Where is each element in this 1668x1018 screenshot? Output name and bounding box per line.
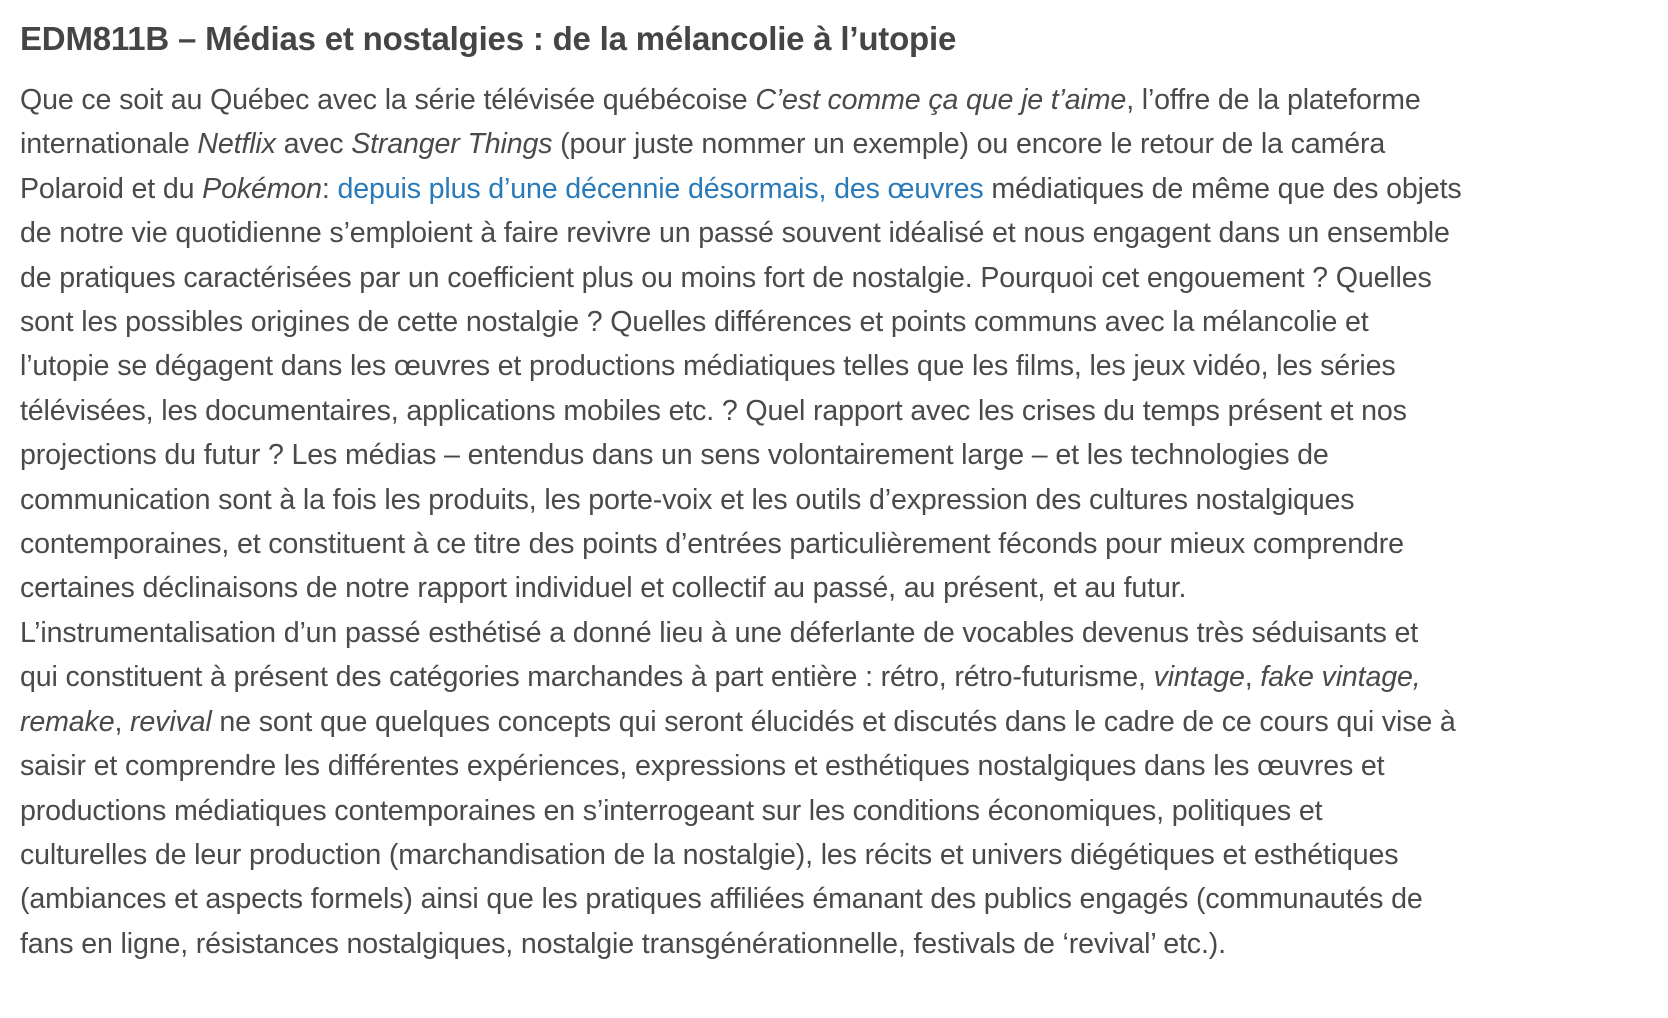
description-line: certaines déclinaisons de notre rapport individuel et collectif au passé, au présent, et au futur. (20, 572, 1187, 605)
description-line: Que ce soit au Québec avec la série télévisée québécoise C’est comme ça que je t’aime, l’offre de la plateforme (20, 84, 1421, 116)
description-line: contemporaines, et constituent à ce titre des points d’entrées particulièrement féconds pour mieux comprendre (20, 528, 1404, 561)
description-line: Polaroid et du Pokémon: depuis plus d’une décennie désormais, des œuvres médiatiques de même que des objets (20, 172, 1462, 205)
show-title-stranger-things: Stranger Things (351, 128, 553, 161)
description-line: qui constituent à présent des catégories marchandes à part entière : rétro, rétro-futurisme, vintage, fake vintage, (20, 661, 1421, 694)
description-line: internationale Netflix avec Stranger Things (pour juste nommer un exemple) ou encore le retour de la caméra (20, 128, 1386, 161)
course-title: EDM811B – Médias et nostalgies : de la mélancolie à l’utopie (20, 20, 957, 57)
description-link[interactable]: depuis plus d’une décennie désormais, des œuvres (337, 172, 984, 205)
term-remake: remake (20, 705, 115, 738)
description-line: sont les possibles origines de cette nostalgie ? Quelles différences et points communs avec la mélancolie et (20, 306, 1369, 339)
term-vintage: vintage (1153, 661, 1245, 694)
description-line: (ambiances et aspects formels) ainsi que les pratiques affiliées émanant des publics engagés (communautés de (20, 883, 1423, 916)
term-fake-vintage: fake vintage, (1260, 661, 1421, 694)
description-line: productions médiatiques contemporaines en s’interrogeant sur les conditions économiques, politiques et (20, 794, 1323, 827)
description-line: communication sont à la fois les produits, les porte-voix et les outils d’expression des cultures nostalgiques (20, 483, 1355, 516)
description-line: fans en ligne, résistances nostalgiques, nostalgie transgénérationnelle, festivals de ‘revival’ etc.). (20, 927, 1226, 960)
description-line: projections du futur ? Les médias – entendus dans un sens volontairement large – et les technologies de (20, 439, 1329, 472)
term-revival: revival (130, 705, 212, 738)
description-line: de notre vie quotidienne s’emploient à faire revivre un passé souvent idéalisé et nous engagent dans un ensemble (20, 217, 1450, 250)
brand-pokemon: Pokémon (202, 172, 322, 205)
description-line: l’utopie se dégagent dans les œuvres et productions médiatiques telles que les films, les jeux vidéo, les séries (20, 350, 1396, 383)
platform-netflix: Netflix (197, 128, 276, 161)
description-line: de pratiques caractérisées par un coefficient plus ou moins fort de nostalgie. Pourquoi cet engouement ? Quelles (20, 261, 1432, 294)
course-description (20, 78, 1648, 966)
description-line: saisir et comprendre les différentes expériences, expressions et esthétiques nostalgiques dans les œuvres et (20, 750, 1385, 783)
description-line: remake, revival ne sont que quelques concepts qui seront élucidés et discutés dans le cadre de ce cours qui vise à (20, 705, 1456, 738)
description-line: télévisées, les documentaires, applications mobiles etc. ? Quel rapport avec les crises du temps présent et nos (20, 394, 1407, 427)
description-line: culturelles de leur production (marchandisation de la nostalgie), les récits et univers diégétiques et esthétiques (20, 838, 1399, 871)
show-title-cest-comme-ca: C’est comme ça que je t’aime (755, 84, 1127, 116)
description-line: L’instrumentalisation d’un passé esthétisé a donné lieu à une déferlante de vocables devenus très séduisants et (20, 616, 1419, 649)
